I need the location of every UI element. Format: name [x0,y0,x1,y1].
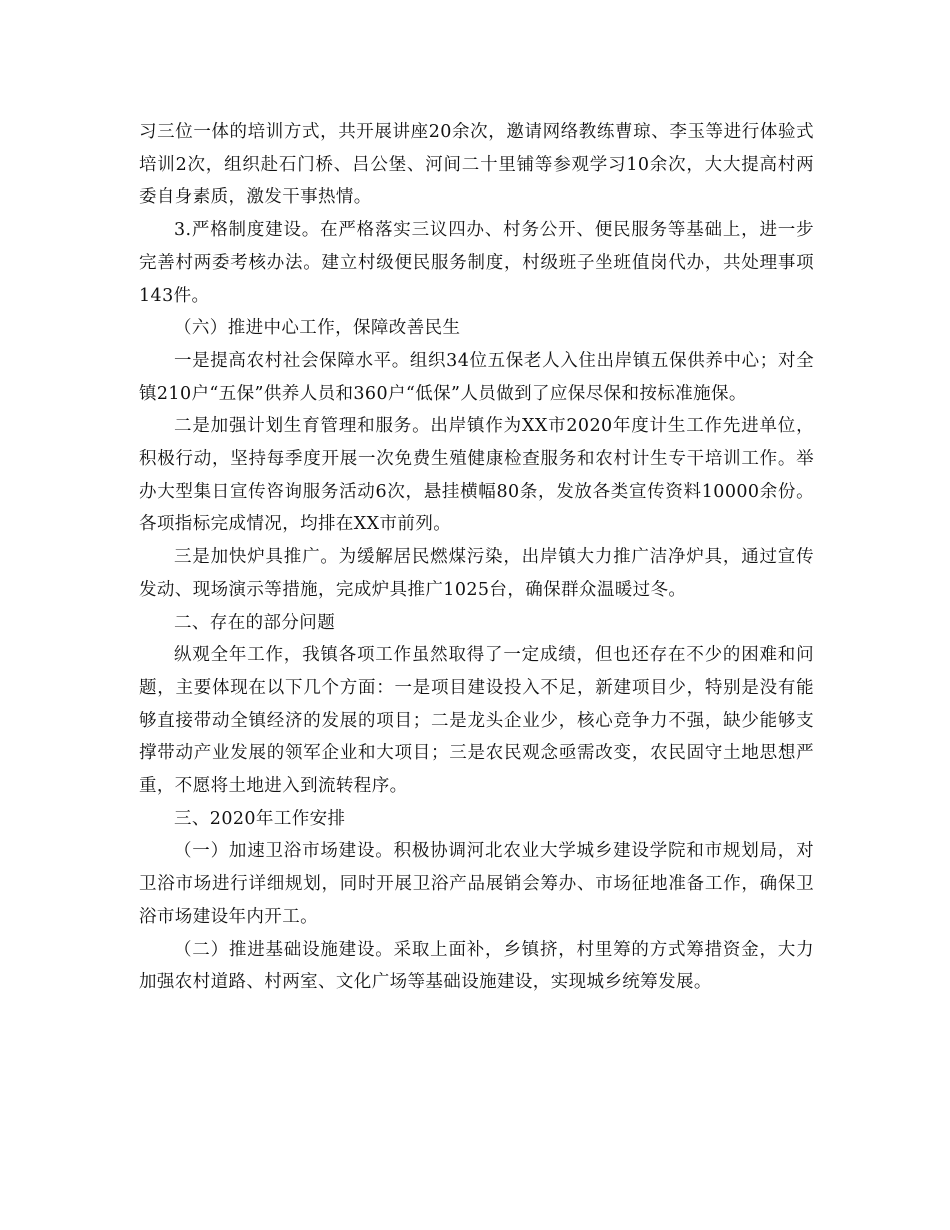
paragraph-stove-promotion: 三是加快炉具推广。为缓解居民燃煤污染，出岸镇大力推广洁净炉具，通过宣传发动、现场演示等措施，完成炉具推广1025台，确保群众温暖过冬。 [139,547,814,600]
paragraph-training-continuation: 习三位一体的培训方式，共开展讲座20余次，邀请网络教练曹琼、李玉等进行体验式培训2次，组织赴石门桥、吕公堡、河间二十里铺等参观学习10余次，大大提高村两委自身素质，激发干事热情。 [139,122,814,208]
section-heading-livelihood: （六）推进中心工作，保障改善民生 [174,318,461,339]
paragraph-problems: 纵观全年工作，我镇各项工作虽然取得了一定成绩，但也还存在不少的困难和问题，主要体现在以下几个方面：一是项目建设投入不足，新建项目少，特别是没有能够直接带动全镇经济的发展的项目；二是龙头企业少，核心竞争力不强，缺少能够支撑带动产业发展的领军企业和大项目；三是农民观念亟需改变，农民固守土地思想严重，不愿将土地进入到流转程序。 [139,645,814,797]
section-heading-plan: 三、2020年工作安排 [174,808,346,829]
paragraph-sanitary-market: （一）加速卫浴市场建设。积极协调河北农业大学城乡建设学院和市规划局，对卫浴市场进行详细规划，同时开展卫浴产品展销会筹办、市场征地准备工作，确保卫浴市场建设年内开工。 [139,841,814,927]
paragraph-system-building: 3.严格制度建设。在严格落实三议四办、村务公开、便民服务等基础上，进一步完善村两委考核办法。建立村级便民服务制度，村级班子坐班值岗代办，共处理事项143件。 [139,220,814,306]
document-body [139,116,814,999]
paragraph-social-security: 一是提高农村社会保障水平。组织34位五保老人入住出岸镇五保供养中心；对全镇210户“五保”供养人员和360户“低保”人员做到了应保尽保和按标准施保。 [139,350,814,404]
paragraph-family-planning: 二是加强计划生育管理和服务。出岸镇作为XX市2020年度计生工作先进单位，积极行动，坚持每季度开展一次免费生殖健康检查服务和农村计生专干培训工作。举办大型集日宣传咨询服务活动6次，悬挂横幅80条，发放各类宣传资料10000余份。各项指标完成情况，均排在XX市前列。 [139,416,814,535]
section-heading-problems: 二、存在的部分问题 [174,612,336,633]
paragraph-infrastructure: （二）推进基础设施建设。采取上面补，乡镇挤，村里筹的方式筹措资金，大力加强农村道路、村两室、文化广场等基础设施建设，实现城乡统筹发展。 [139,939,814,993]
